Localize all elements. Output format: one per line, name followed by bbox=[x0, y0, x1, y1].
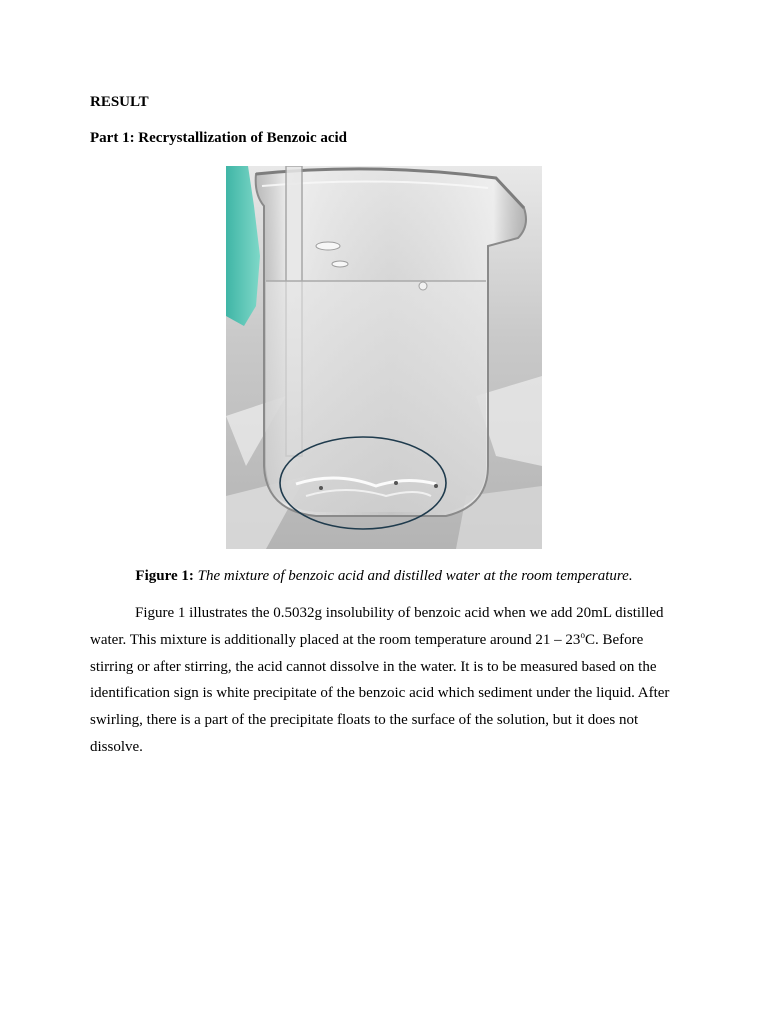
figure-caption bbox=[90, 567, 678, 585]
part-heading: Part 1: Recrystallization of Benzoic acid bbox=[90, 130, 348, 146]
result-paragraph bbox=[90, 600, 678, 761]
figure-caption-text: The mixture of benzoic acid and distilled water at the room temperature. bbox=[197, 568, 633, 584]
figure-caption-label: Figure 1: bbox=[135, 568, 194, 584]
degree-superscript: o bbox=[580, 629, 585, 640]
paragraph-text-part1: Figure 1 illustrates the 0.5032g insolubility of benzoic acid when we add 20mL distilled water. This mixture is additionally placed at the room temperature around 21 – 23 bbox=[90, 605, 664, 648]
figure-1-beaker-photo bbox=[226, 166, 542, 549]
paragraph-text-part2: C. Before stirring or after stirring, the acid cannot dissolve in the water. It is to be measured based on the identification sign is white precipitate of the benzoic acid which sediment under the liquid. After swirling, there is a part of the precipitate floats to the surface of the solution, but it does not dissolve. bbox=[90, 631, 670, 755]
liquid bbox=[266, 281, 486, 512]
section-heading: RESULT bbox=[90, 94, 149, 110]
